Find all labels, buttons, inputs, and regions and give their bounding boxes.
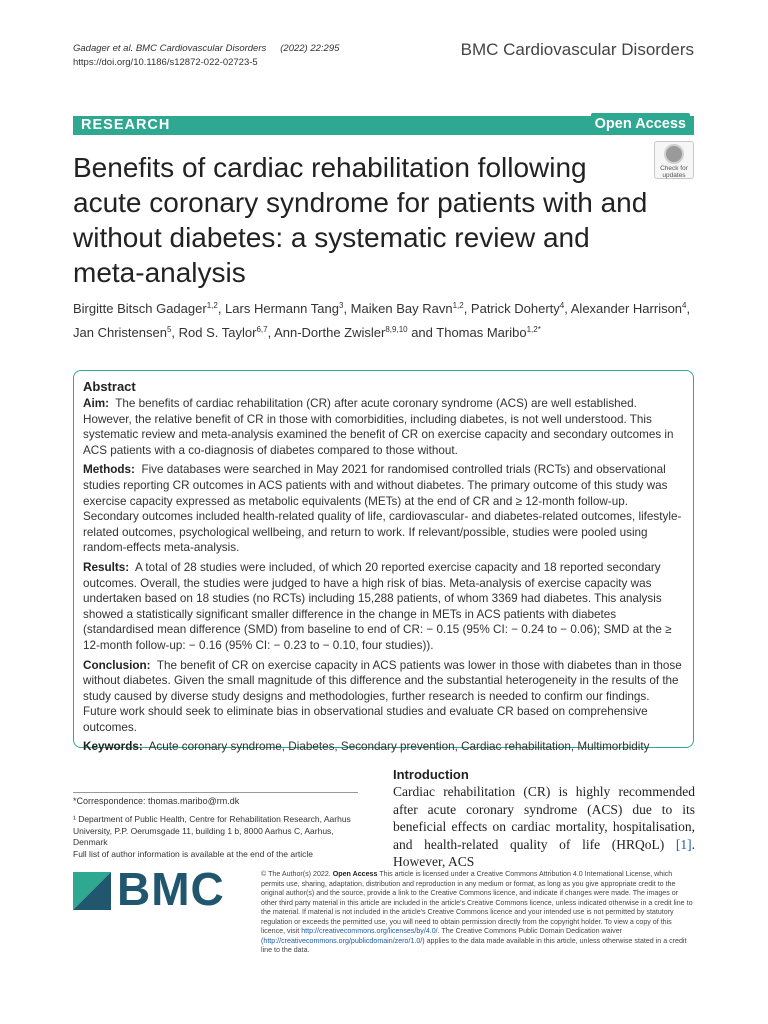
cc-zero-link[interactable]: http://creativecommons.org/publicdomain/zero/1.0/ bbox=[263, 936, 423, 945]
check-updates-label: Check for updates bbox=[660, 165, 688, 179]
author-name[interactable]: Jan Christensen bbox=[73, 325, 167, 340]
author-affiliation-marker: 3 bbox=[338, 301, 344, 310]
author-separator: , bbox=[686, 301, 691, 316]
research-banner bbox=[73, 116, 694, 135]
author-name[interactable]: Maiken Bay Ravn bbox=[350, 301, 453, 316]
abstract-aim: Aim: The benefits of cardiac rehabilitation (CR) after acute coronary syndrome (ACS) are well established. However, the relative benefit of CR in those with comorbidities, including diabetes, is not well understood. This systematic review and meta-analysis examined the benefit of CR on exercise capacity and secondary outcomes in ACS patients with a co-diagnosis of diabetes compared to those without. bbox=[83, 397, 674, 457]
citation-header bbox=[73, 42, 353, 70]
author-separator: , bbox=[463, 301, 471, 316]
section-label: RESEARCH bbox=[81, 117, 171, 133]
author-name[interactable]: Patrick Doherty bbox=[470, 301, 560, 316]
author-affiliation-marker: 1,2 bbox=[206, 301, 218, 310]
open-access-badge: Open Access bbox=[591, 113, 690, 135]
author-affiliation-marker: 8,9,10 bbox=[385, 325, 408, 334]
author-affiliation-marker: 4 bbox=[559, 301, 565, 310]
author-name[interactable]: Ann-Dorthe Zwisler bbox=[274, 325, 386, 340]
correspondence: *Correspondence: thomas.maribo@rm.dk bbox=[73, 796, 240, 806]
author-name[interactable]: Thomas Maribo bbox=[436, 325, 527, 340]
affiliation-note: Full list of author information is available at the end of the article bbox=[73, 848, 314, 859]
doi-link[interactable]: https://doi.org/10.1186/s12872-022-02723-5 bbox=[73, 57, 258, 68]
abstract-conclusion: Conclusion: The benefit of CR on exercise capacity in ACS patients was lower in those with diabetes than in those without diabetes. Given the small magnitude of this difference and the substantial heterogeneity in the results of the study caused by diverse study designs and methodologies, further research is needed to confirm our findings. Future work should seek to eliminate bias in observational studies and evaluate CR based on comprehensive outcomes. bbox=[83, 658, 682, 734]
author-separator: , bbox=[343, 301, 351, 316]
license-statement: © The Author(s) 2022. Open Access This article is licensed under a Creative Commons Attribution 4.0 International License, which permits use, sharing, adaptation, distribution and reproduction in any medium or format, as long as you give appropriate credit to the original author(s) and the source, provide a link to the Creative Commons licence, and indicate if changes were made. The images or other third party material in this article are included in the article's Creative Commons licence, unless indicated otherwise in a credit line to the material. If material is not included in the article's Creative Commons licence and your intended use is not permitted by statutory regulation or exceeds the permitted use, you will need to obtain permission directly from the copyright holder. To view a copy of this licence, visit http://creativecommons.org/licenses/by/4.0/. The Creative Commons Public Domain Dedication waiver (http://creativecommons.org/publicdomain/zero/1.0/) applies to the data made available in this article, unless otherwise stated in a credit line to the data. bbox=[261, 870, 693, 954]
abstract-methods: Methods: Five databases were searched in May 2021 for randomised controlled trials (RCTs) and observational studies reporting CR outcomes in ACS patients with and without diabetes. The primary outcome of this study was exercise capacity expressed as metabolic equivalents (METs) at the end of CR and ≥ 12-month follow-up. Secondary outcomes included health-related quality of life, cardiovascular- and diabetes-related outcomes, lifestyle-related outcomes, psychological wellbeing, and return to work. If relevant/possible, studies were pooled using random-effects meta-analysis. bbox=[83, 463, 682, 555]
abstract-results: Results: A total of 28 studies were included, of which 20 reported exercise capacity and 18 reported secondary outcomes. Overall, the studies were judged to have a high risk of bias. Meta-analysis of exercise capacity was undertaken based on 18 studies (no RCTs) including 15,288 patients, of whom 3369 had diabetes. This analysis showed a statistically significant smaller difference in the change in METs in ACS patients with diabetes (standardised mean difference (SMD) from baseline to end of CR: − 0.15 (95% CI: − 0.24 to − 0.06); SMD at the ≥ 12-month follow-up: − 0.16 (95% CI: − 0.23 to − 0.10, four studies)). bbox=[83, 560, 672, 652]
check-for-updates-button[interactable] bbox=[654, 141, 694, 179]
introduction-text: Cardiac rehabilitation (CR) is highly recommended after acute coronary syndrome (ACS) due to its beneficial effects on cardiac mortality, hospitalisation, and health-related quality of life (HRQoL) [1]. However, ACS bbox=[393, 784, 695, 869]
author-separator: and bbox=[407, 325, 437, 340]
author-separator: , bbox=[267, 325, 275, 340]
author-separator: , bbox=[564, 301, 571, 316]
citation-link[interactable]: [1] bbox=[675, 836, 692, 852]
citation-year: (2022) 22:295 bbox=[280, 43, 340, 54]
author-separator: , bbox=[171, 325, 179, 340]
cc-by-link[interactable]: http://creativecommons.org/licenses/by/4.0/ bbox=[301, 927, 438, 935]
author-affiliation-marker: 5 bbox=[166, 325, 172, 334]
author-name[interactable]: Rod S. Taylor bbox=[178, 325, 257, 340]
author-name[interactable]: Alexander Harrison bbox=[570, 301, 683, 316]
author-list bbox=[73, 295, 693, 343]
author-separator: , bbox=[217, 301, 226, 316]
journal-name: BMC Cardiovascular Disorders bbox=[460, 40, 694, 59]
abstract-heading: Abstract bbox=[83, 379, 136, 394]
article-title: Benefits of cardiac rehabilitation following acute coronary syndrome for patients with and without diabetes: a systematic review and meta-analysis bbox=[73, 152, 648, 288]
abstract-keywords: Keywords: Acute coronary syndrome, Diabetes, Secondary prevention, Cardiac rehabilitation, Multimorbidity bbox=[83, 740, 650, 754]
author-affiliation-marker: 6,7 bbox=[256, 325, 268, 334]
bmc-logo-text: BMC bbox=[117, 863, 225, 915]
author-name[interactable]: Birgitte Bitsch Gadager bbox=[73, 301, 207, 316]
author-affiliation-marker: 1,2 bbox=[452, 301, 464, 310]
abstract-box bbox=[73, 370, 694, 754]
check-updates-icon bbox=[664, 144, 684, 164]
author-name[interactable]: Lars Hermann Tang bbox=[225, 301, 339, 316]
affiliation-footnote: ¹ Department of Public Health, Centre for Rehabilitation Research, Aarhus University, P.P. Oerumsgade 11, building 1 b, 8000 Aarhus C, Aarhus, Denmark Full list of author information is available at the end of the article bbox=[73, 814, 363, 860]
footnote-divider bbox=[73, 792, 358, 793]
author-affiliation-marker: 1,2* bbox=[526, 325, 541, 334]
introduction-heading: Introduction bbox=[393, 767, 469, 782]
citation-authors: Gadager et al. BMC Cardiovascular Disorders bbox=[73, 43, 267, 54]
author-affiliation-marker: 4 bbox=[682, 301, 687, 310]
